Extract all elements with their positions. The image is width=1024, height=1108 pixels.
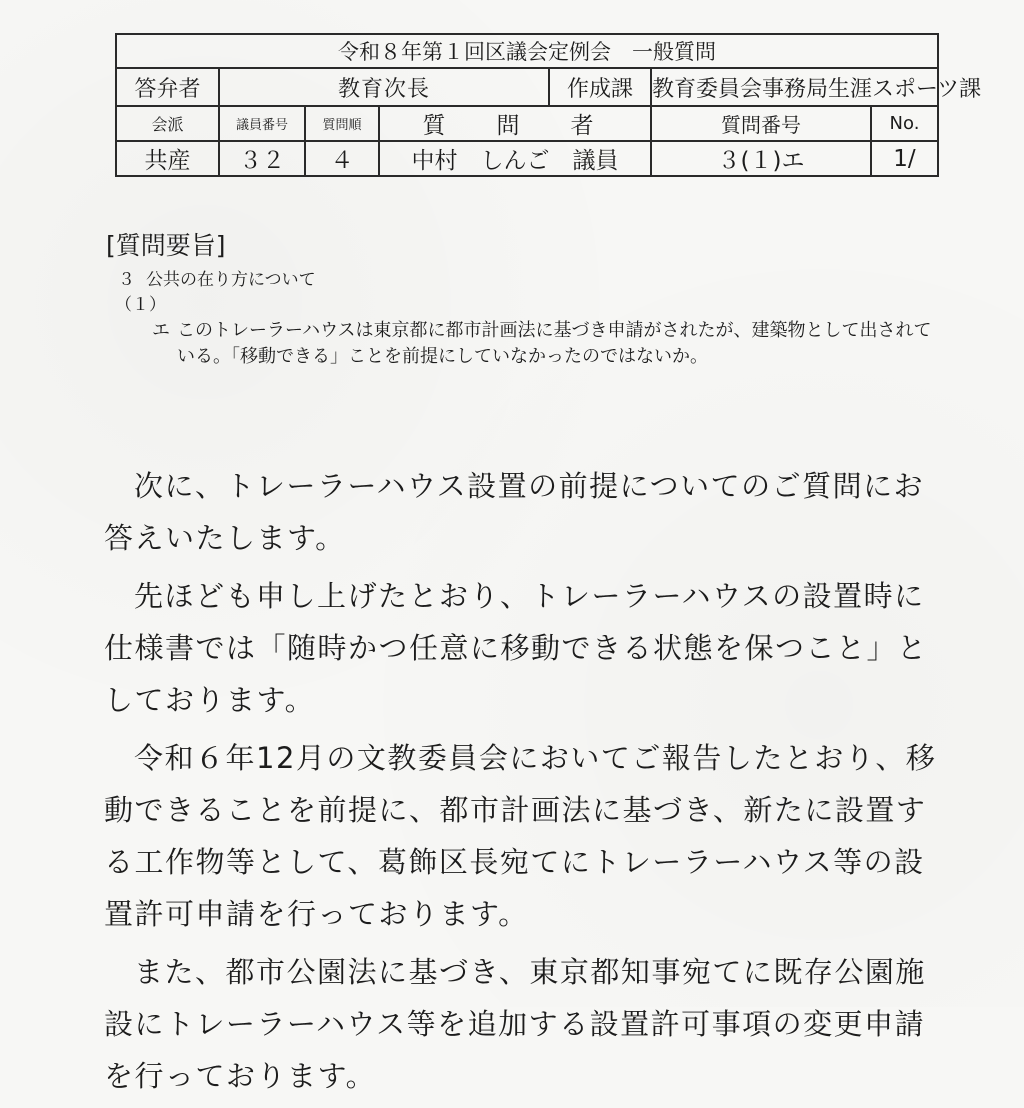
summary-detail-text: このトレーラーハウスは東京都に都市計画法に基づき申請がされたが、建築物として出されている。「移動できる」ことを前提にしていなかったのではないか。 bbox=[177, 320, 932, 367]
page-no-value: 1/ bbox=[871, 141, 938, 176]
summary-item-number: ３ bbox=[118, 270, 135, 290]
summary-subitem: （１） bbox=[115, 295, 166, 315]
answer-body bbox=[104, 460, 944, 1108]
member-no-label: 議員番号 bbox=[219, 106, 305, 141]
session-title: 令和８年第１回区議会定例会 一般質問 bbox=[116, 34, 938, 68]
answer-paragraph: 令和６年12月の文教委員会においてご報告したとおり、移動できることを前提に、都市計画法に基づき、新たに設置する工作物等として、葛飾区長宛てにトレーラーハウス等の設置許可申請を行っております。 bbox=[104, 741, 937, 931]
no-label: No. bbox=[871, 106, 938, 141]
respondent-label: 答弁者 bbox=[116, 68, 219, 106]
order-label: 質問順 bbox=[305, 106, 379, 141]
order-value: ４ bbox=[305, 141, 379, 176]
dept-value: 教育委員会事務局生涯スポーツ課 bbox=[651, 68, 938, 106]
header-table bbox=[115, 33, 982, 177]
questioner-label: 質 問 者 bbox=[379, 106, 651, 141]
summary-item-title: 公共の在り方について bbox=[146, 270, 316, 290]
answer-paragraph: 先ほども申し上げたとおり、トレーラーハウスの設置時に仕様書では「随時かつ任意に移動できる状態を保つこと」としております。 bbox=[104, 579, 928, 717]
respondent-value: 教育次長 bbox=[219, 68, 549, 106]
faction-label: 会派 bbox=[116, 106, 219, 141]
question-no-value: ３(１)エ bbox=[651, 141, 871, 176]
dept-label: 作成課 bbox=[549, 68, 651, 106]
questioner-value: 中村 しんご 議員 bbox=[379, 141, 651, 176]
question-no-label: 質問番号 bbox=[651, 106, 871, 141]
summary-item bbox=[118, 265, 316, 290]
answer-paragraph: また、都市公園法に基づき、東京都知事宛てに既存公園施設にトレーラーハウス等を追加する設置許可事項の変更申請を行っております。 bbox=[104, 955, 926, 1093]
summary-detail-mark: エ bbox=[152, 320, 170, 341]
summary-heading: [質問要旨] bbox=[106, 231, 226, 260]
faction-value: 共産 bbox=[116, 141, 219, 176]
answer-paragraph: 次に、トレーラーハウス設置の前提についてのご質問にお答えいたします。 bbox=[104, 469, 925, 555]
summary-detail bbox=[152, 318, 942, 370]
member-no-value: ３２ bbox=[219, 141, 305, 176]
